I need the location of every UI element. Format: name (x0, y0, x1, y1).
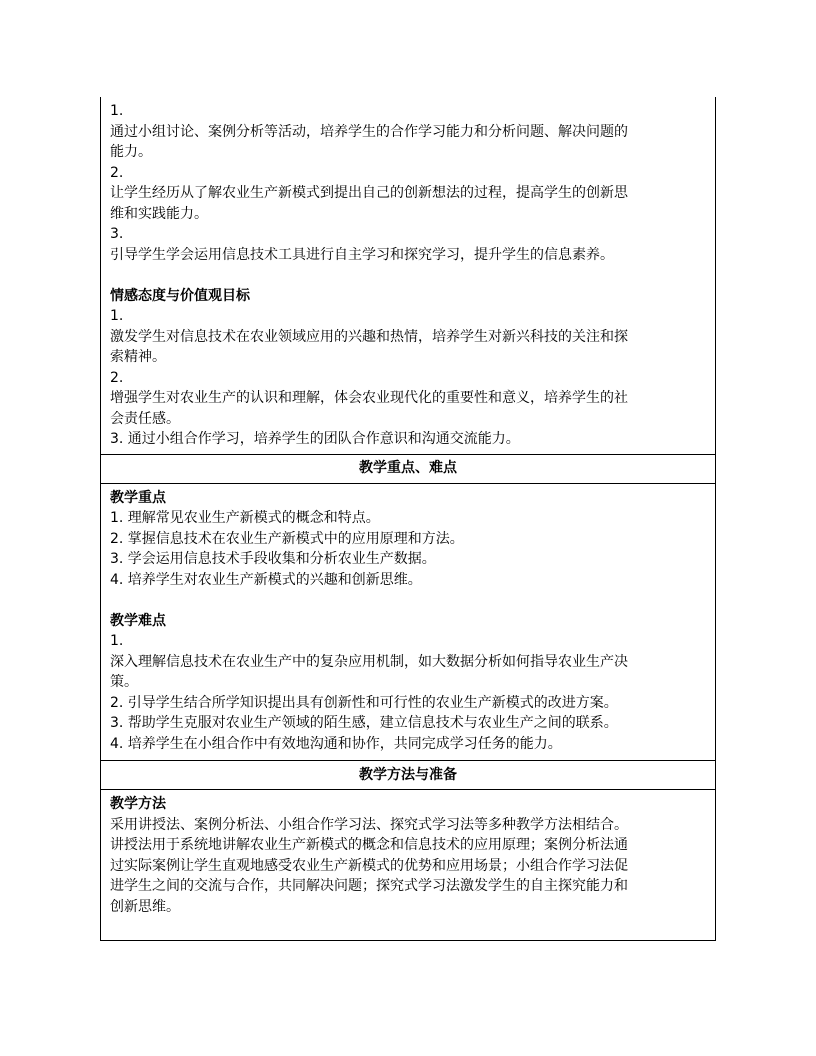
text-line: 1. (110, 308, 124, 324)
key-difficult-header: 教学重点、难点 (359, 460, 457, 477)
text-line: 会责任感。 (110, 410, 180, 427)
text-line: 2. (110, 369, 124, 386)
method-header-row (101, 760, 715, 790)
text-line: 激发学生对信息技术在农业领域应用的兴趣和热情，培养学生对新兴科技的关注和探 (110, 328, 628, 345)
difficult-points-heading: 教学难点 (110, 612, 166, 629)
lesson-plan-table (100, 97, 716, 941)
text-line: 1. 理解常见农业生产新模式的概念和特点。 (110, 510, 380, 526)
text-line: 深入理解信息技术在农业生产中的复杂应用机制，如大数据分析如何指导农业生产决 (110, 653, 628, 670)
objectives-cell (101, 97, 715, 454)
key-points-heading: 教学重点 (110, 489, 166, 506)
text-line: 通过小组讨论、案例分析等活动，培养学生的合作学习能力和分析问题、解决问题的 (110, 123, 628, 140)
text-line: 维和实践能力。 (110, 205, 208, 222)
method-paragraph (110, 815, 706, 918)
text-line: 4. 培养学生对农业生产新模式的兴趣和创新思维。 (110, 571, 422, 588)
text-line: 索精神。 (110, 349, 166, 365)
text-line: 2. 掌握信息技术在农业生产新模式中的应用原理和方法。 (110, 530, 464, 547)
key-difficult-header-row (101, 454, 715, 484)
text-line: 3. (110, 226, 124, 242)
text-line: 2. 引导学生结合所学知识提出具有创新性和可行性的农业生产新模式的改进方案。 (110, 694, 618, 711)
text-line: 能力。 (110, 144, 152, 160)
text-line: 创新思维。 (110, 898, 180, 915)
text-line: 3. 通过小组合作学习，培养学生的团队合作意识和沟通交流能力。 (110, 431, 520, 447)
text-line: 1. (110, 103, 124, 119)
affect-goals-list (110, 306, 706, 450)
method-cell (101, 790, 715, 940)
text-line: 3. 帮助学生克服对农业生产领域的陌生感，建立信息技术与农业生产之间的联系。 (110, 715, 618, 731)
method-heading: 教学方法 (110, 796, 166, 812)
text-line: 2. (110, 164, 124, 181)
blank-line (110, 590, 706, 611)
text-line: 采用讲授法、案例分析法、小组合作学习法、探究式学习法等多种教学方法相结合。 (110, 816, 628, 833)
text-line: 3. 学会运用信息技术手段收集和分析农业生产数据。 (110, 551, 436, 567)
text-line: 让学生经历从了解农业生产新模式到提出自己的创新想法的过程，提高学生的创新思 (110, 185, 628, 201)
text-line: 进学生之间的交流与合作，共同解决问题；探究式学习法激发学生的自主探究能力和 (110, 878, 628, 894)
process-method-goals (110, 101, 706, 265)
text-line: 讲授法用于系统地讲解农业生产新模式的概念和信息技术的应用原理；案例分析法通 (110, 837, 628, 853)
difficult-points-list (110, 631, 706, 754)
affect-goals-heading: 情感态度与价值观目标 (110, 287, 250, 304)
text-line: 增强学生对农业生产的认识和理解，体会农业现代化的重要性和意义，培养学生的社 (110, 390, 628, 406)
text-line: 策。 (110, 674, 138, 690)
text-line: 引导学生学会运用信息技术工具进行自主学习和探究学习，提升学生的信息素养。 (110, 246, 614, 263)
blank-line (110, 265, 706, 286)
key-difficult-cell (101, 484, 715, 761)
text-line: 过实际案例让学生直观地感受农业生产新模式的优势和应用场景；小组合作学习法促 (110, 857, 628, 874)
key-points-list (110, 508, 706, 590)
text-line: 1. (110, 633, 124, 649)
method-header: 教学方法与准备 (359, 766, 457, 783)
text-line: 4. 培养学生在小组合作中有效地沟通和协作，共同完成学习任务的能力。 (110, 735, 562, 752)
